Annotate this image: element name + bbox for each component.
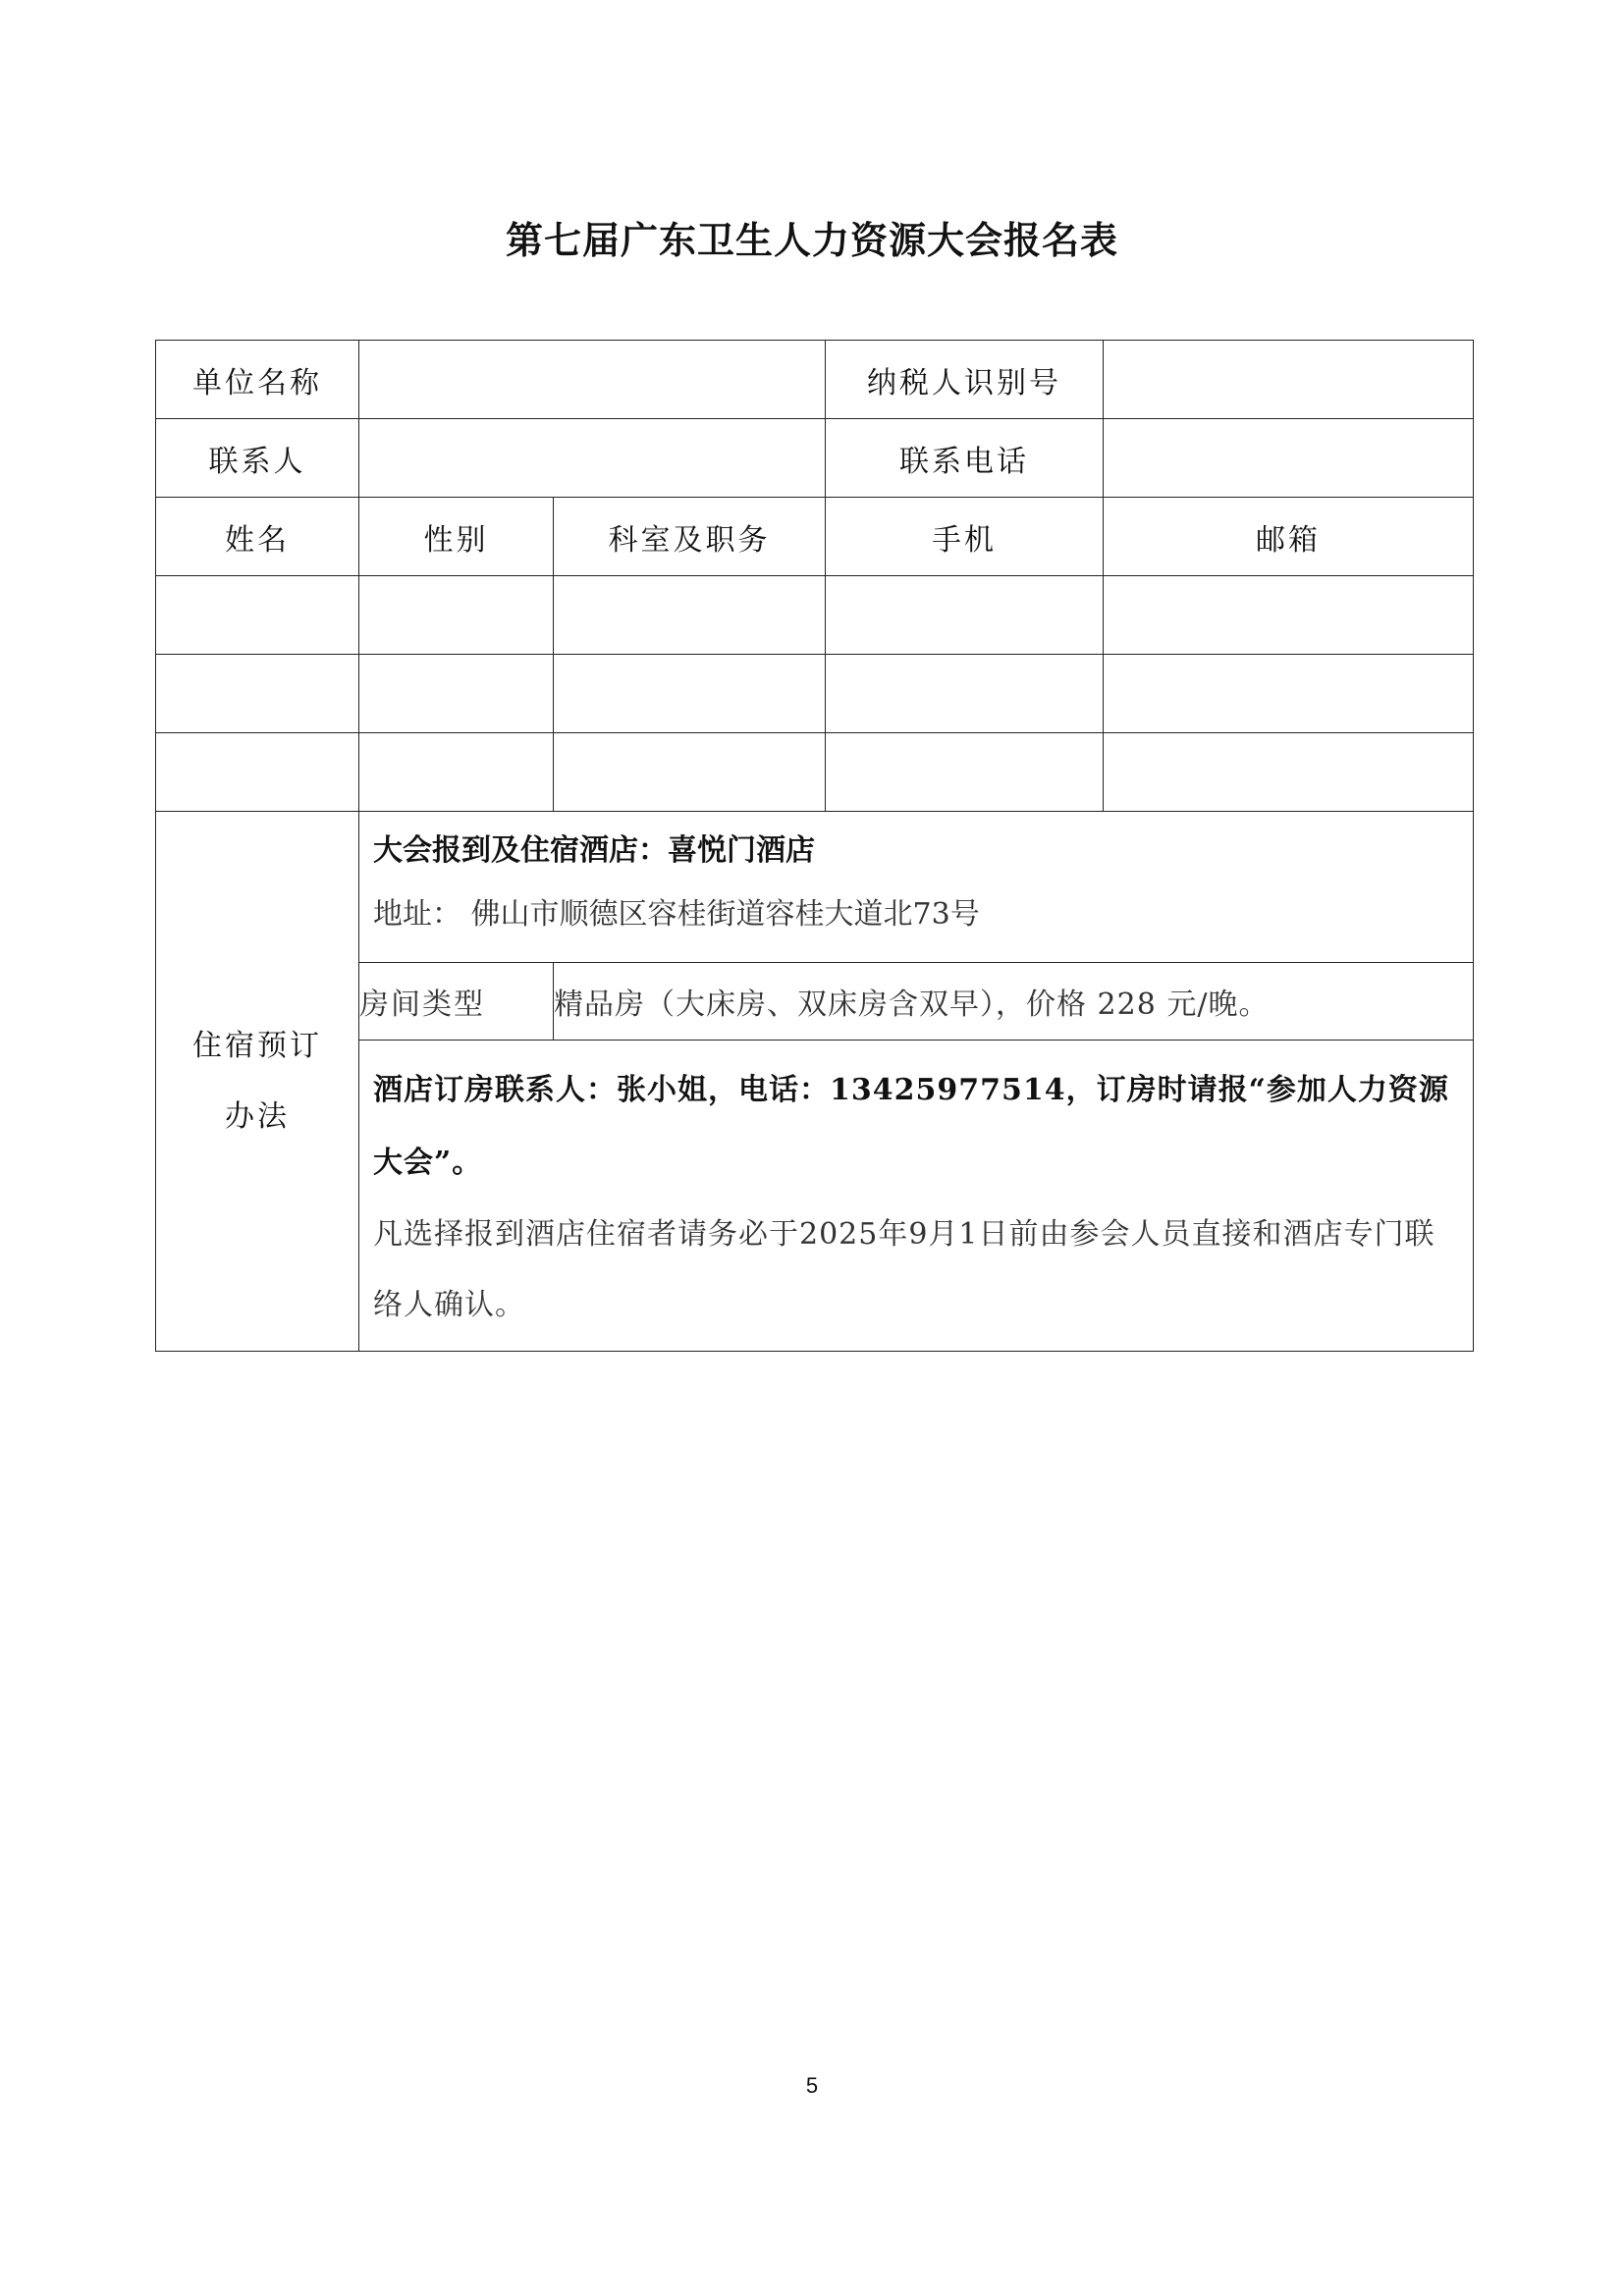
attendee-gender-field[interactable] [359, 576, 554, 655]
column-header-name: 姓名 [156, 498, 359, 576]
hotel-info-row [156, 812, 1474, 963]
attendee-row [156, 576, 1474, 655]
room-type-label: 房间类型 [359, 963, 554, 1041]
attendee-mobile-field[interactable] [826, 576, 1104, 655]
attendee-email-field[interactable] [1104, 655, 1474, 733]
lodging-label [156, 812, 359, 1352]
attendee-gender-field[interactable] [359, 655, 554, 733]
lodging-label-line2: 办法 [225, 1098, 290, 1134]
hotel-info-cell [359, 812, 1474, 963]
room-type-value: 精品房（大床房、双床房含双早），价格 228 元/晚。 [554, 963, 1474, 1041]
hotel-address: 地址： 佛山市顺德区容桂街道容桂大道北73号 [373, 897, 980, 932]
attendee-header-row [156, 498, 1474, 576]
lodging-label-line1: 住宿预订 [192, 1028, 322, 1063]
contact-row [156, 419, 1474, 498]
attendee-department-field[interactable] [554, 655, 826, 733]
unit-name-field[interactable] [359, 341, 826, 419]
attendee-row [156, 733, 1474, 812]
hotel-name: 大会报到及住宿酒店：喜悦门酒店 [373, 833, 815, 868]
contact-person-label: 联系人 [156, 419, 359, 498]
column-header-email: 邮箱 [1104, 498, 1474, 576]
attendee-name-field[interactable] [156, 655, 359, 733]
attendee-mobile-field[interactable] [826, 655, 1104, 733]
column-header-gender: 性别 [359, 498, 554, 576]
registration-form-table [155, 340, 1474, 1352]
unit-name-label: 单位名称 [156, 341, 359, 419]
booking-cell [359, 1041, 1474, 1352]
unit-row [156, 341, 1474, 419]
taxpayer-id-label: 纳税人识别号 [826, 341, 1104, 419]
contact-person-field[interactable] [359, 419, 826, 498]
attendee-email-field[interactable] [1104, 733, 1474, 812]
attendee-email-field[interactable] [1104, 576, 1474, 655]
column-header-department: 科室及职务 [554, 498, 826, 576]
attendee-name-field[interactable] [156, 733, 359, 812]
attendee-department-field[interactable] [554, 576, 826, 655]
contact-phone-label: 联系电话 [826, 419, 1104, 498]
attendee-gender-field[interactable] [359, 733, 554, 812]
attendee-name-field[interactable] [156, 576, 359, 655]
page-title: 第七届广东卫生人力资源大会报名表 [505, 219, 1118, 262]
page-number: 5 [805, 2073, 819, 2098]
attendee-row [156, 655, 1474, 733]
taxpayer-id-field[interactable] [1104, 341, 1474, 419]
booking-contact: 酒店订房联系人：张小姐，电话：13425977514，订房时请报“参加人力资源大会”。 [373, 1073, 1449, 1180]
column-header-mobile: 手机 [826, 498, 1104, 576]
attendee-mobile-field[interactable] [826, 733, 1104, 812]
contact-phone-field[interactable] [1104, 419, 1474, 498]
booking-note: 凡选择报到酒店住宿者请务必于2025年9月1日前由参会人员直接和酒店专门联络人确认。 [373, 1217, 1435, 1322]
attendee-department-field[interactable] [554, 733, 826, 812]
